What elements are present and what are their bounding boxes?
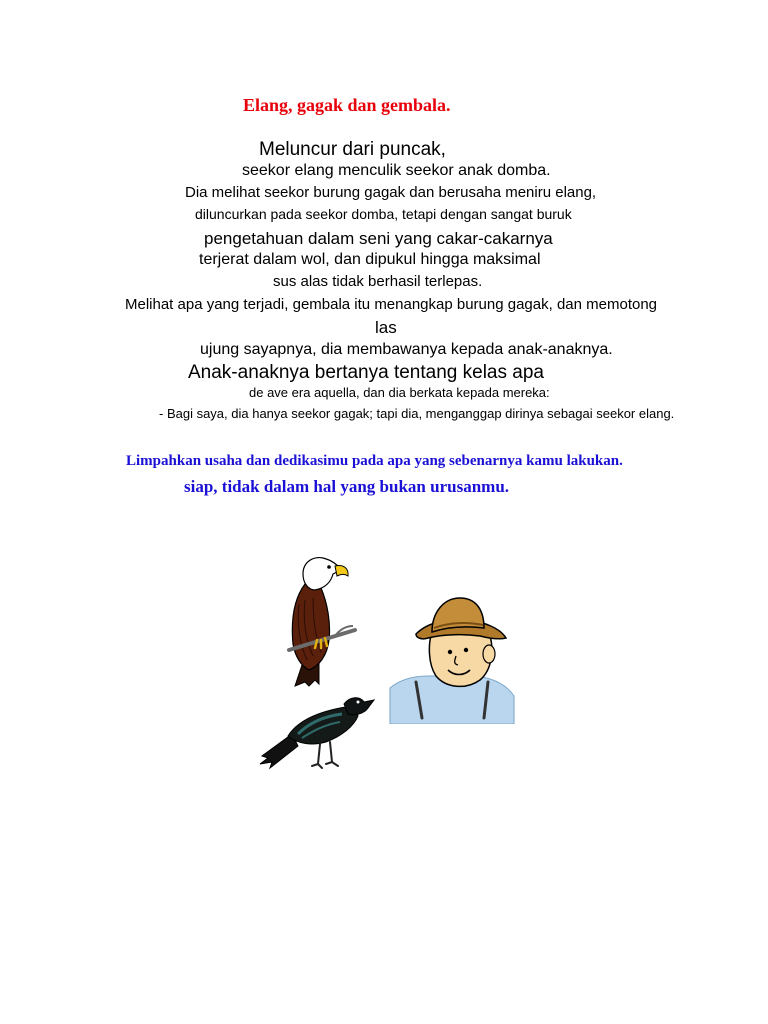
story-line: diluncurkan pada seekor domba, tetapi dengan sangat buruk (195, 206, 572, 222)
story-line: ujung sayapnya, dia membawanya kepada anak-anaknya. (200, 341, 613, 358)
story-line: de ave era aquella, dan dia berkata kepada mereka: (249, 385, 550, 400)
story-line: Melihat apa yang terjadi, gembala itu menangkap burung gagak, dan memotong (125, 296, 658, 313)
story-line: Dia melihat seekor burung gagak dan berusaha meniru elang, (185, 184, 597, 201)
moral-line: Limpahkan usaha dan dedikasimu pada apa yang sebenarnya kamu lakukan. (126, 453, 623, 469)
story-line: Anak-anaknya bertanya tentang kelas apa (188, 362, 544, 383)
story-line: pengetahuan dalam seni yang cakar-cakarnya (204, 229, 553, 248)
eagle-icon (285, 552, 357, 688)
story-line: - Bagi saya, dia hanya seekor gagak; tapi dia, menganggap dirinya sebagai seekor elang. (159, 406, 675, 421)
shepherd-icon (388, 592, 516, 724)
story-line: las (375, 318, 397, 337)
page-title: Elang, gagak dan gembala. (243, 95, 451, 115)
story-line: Meluncur dari puncak, (259, 139, 446, 160)
story-line: terjerat dalam wol, dan dipukul hingga maksimal (199, 251, 541, 268)
moral-line: siap, tidak dalam hal yang bukan urusanmu. (184, 477, 510, 496)
story-line: seekor elang menculik seekor anak domba. (242, 162, 551, 179)
crow-icon (258, 690, 378, 770)
story-line: sus alas tidak berhasil terlepas. (273, 273, 483, 290)
